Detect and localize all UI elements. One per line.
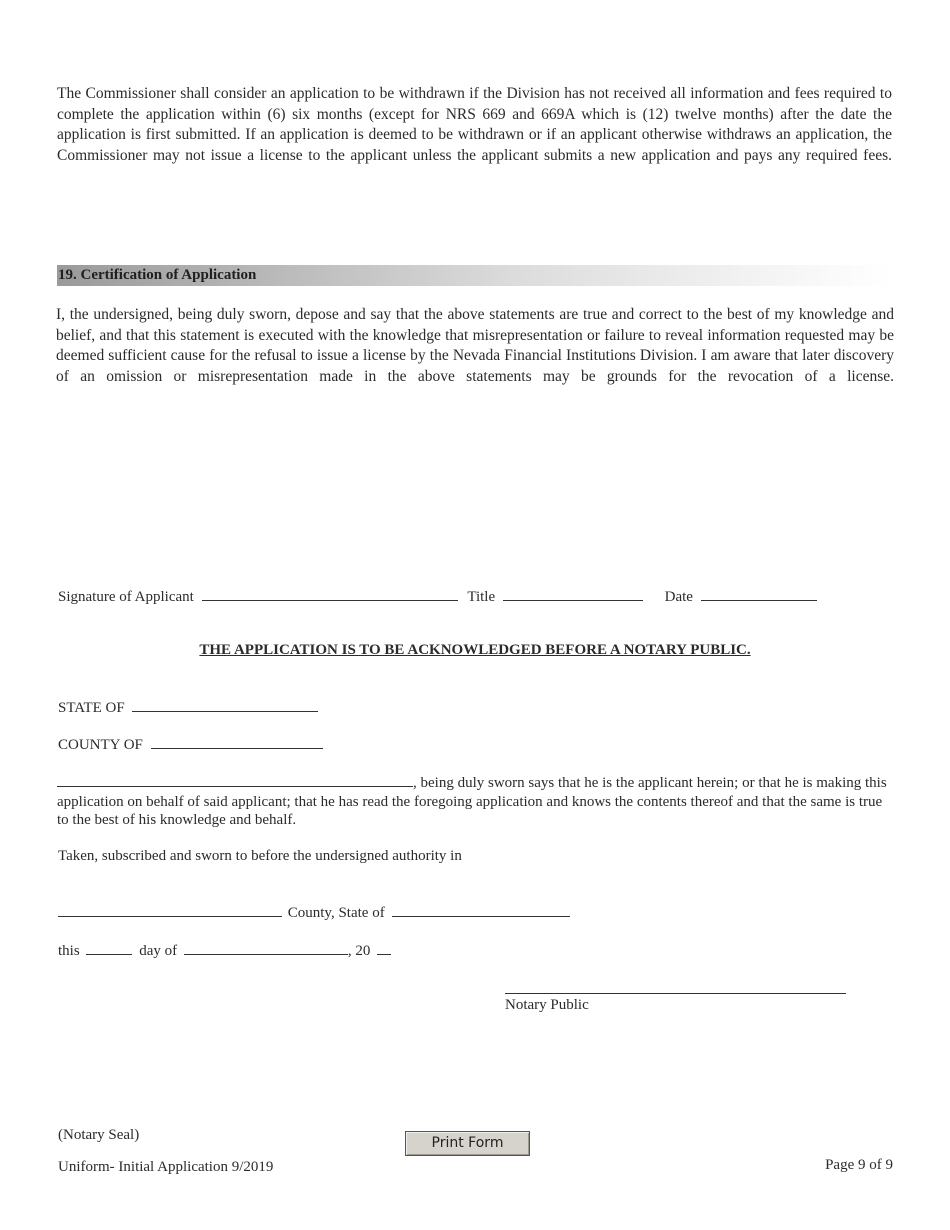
date-field[interactable] [701, 587, 817, 601]
date-label: Date [664, 589, 693, 605]
day-of-label: day of [139, 943, 178, 959]
notary-public-label: Notary Public [505, 997, 589, 1013]
signature-field[interactable] [202, 587, 458, 601]
county-field[interactable] [151, 735, 323, 749]
year-field[interactable] [377, 941, 391, 955]
county-label: COUNTY OF [58, 737, 143, 753]
signature-label: Signature of Applicant [58, 589, 194, 605]
county-state-row [58, 903, 570, 922]
notary-notice: THE APPLICATION IS TO BE ACKNOWLEDGED BEFORE A NOTARY PUBLIC. [199, 642, 751, 658]
taken-text: Taken, subscribed and sworn to before the undersigned authority in [58, 848, 462, 864]
notary-signature-line[interactable] [505, 993, 846, 994]
print-form-button[interactable]: Print Form [405, 1131, 530, 1156]
venue-state-field[interactable] [392, 903, 570, 917]
affiant-name-field[interactable] [57, 773, 413, 787]
day-field[interactable] [86, 941, 132, 955]
footer-page-number: Page 9 of 9 [825, 1157, 893, 1173]
year-prefix: , 20 [347, 943, 371, 959]
withdrawal-paragraph: The Commissioner shall consider an application to be withdrawn if the Division has not received all information and fees required to complete the application within (6) six months (except for NRS 669 and 669A which is (12) twelve months) after the date the application is first submitted. If an application is deemed to be withdrawn or if an applicant otherwise withdraws an application, the Commissioner may not issue a license to the applicant unless the applicant submits a new application and pays any required fees. [57, 85, 892, 164]
month-field[interactable] [184, 941, 348, 955]
venue-county-field[interactable] [58, 903, 282, 917]
state-field[interactable] [132, 698, 318, 712]
title-label: Title [467, 589, 496, 605]
state-row [58, 698, 318, 717]
title-field[interactable] [503, 587, 643, 601]
signature-row [58, 587, 817, 606]
date-line [58, 941, 391, 960]
county-state-label: County, State of [287, 905, 385, 921]
footer-form-id: Uniform- Initial Application 9/2019 [58, 1159, 274, 1175]
notary-seal-label: (Notary Seal) [58, 1127, 140, 1143]
sworn-statement-text: , being duly sworn says that he is the applicant herein; or that he is making this application on behalf of said applicant; that he has read the foregoing application and knows the contents thereof and that the same is true to the best of his knowledge and behalf. [57, 775, 887, 828]
sworn-statement [57, 773, 897, 830]
this-label: this [58, 943, 80, 959]
state-label: STATE OF [58, 700, 125, 716]
county-row [58, 735, 323, 754]
section-title: 19. Certification of Application [58, 267, 257, 283]
certification-paragraph: I, the undersigned, being duly sworn, depose and say that the above statements are true and correct to the best of my knowledge and belief, and that this statement is executed with the knowledge that misrepresentation or failure to reveal information requested may be deemed sufficient cause for the refusal to issue a license by the Nevada Financial Institutions Division. I am aware that later discovery of an omission or misrepresentation made in the above statements may be grounds for the revocation of a license. [56, 306, 894, 385]
